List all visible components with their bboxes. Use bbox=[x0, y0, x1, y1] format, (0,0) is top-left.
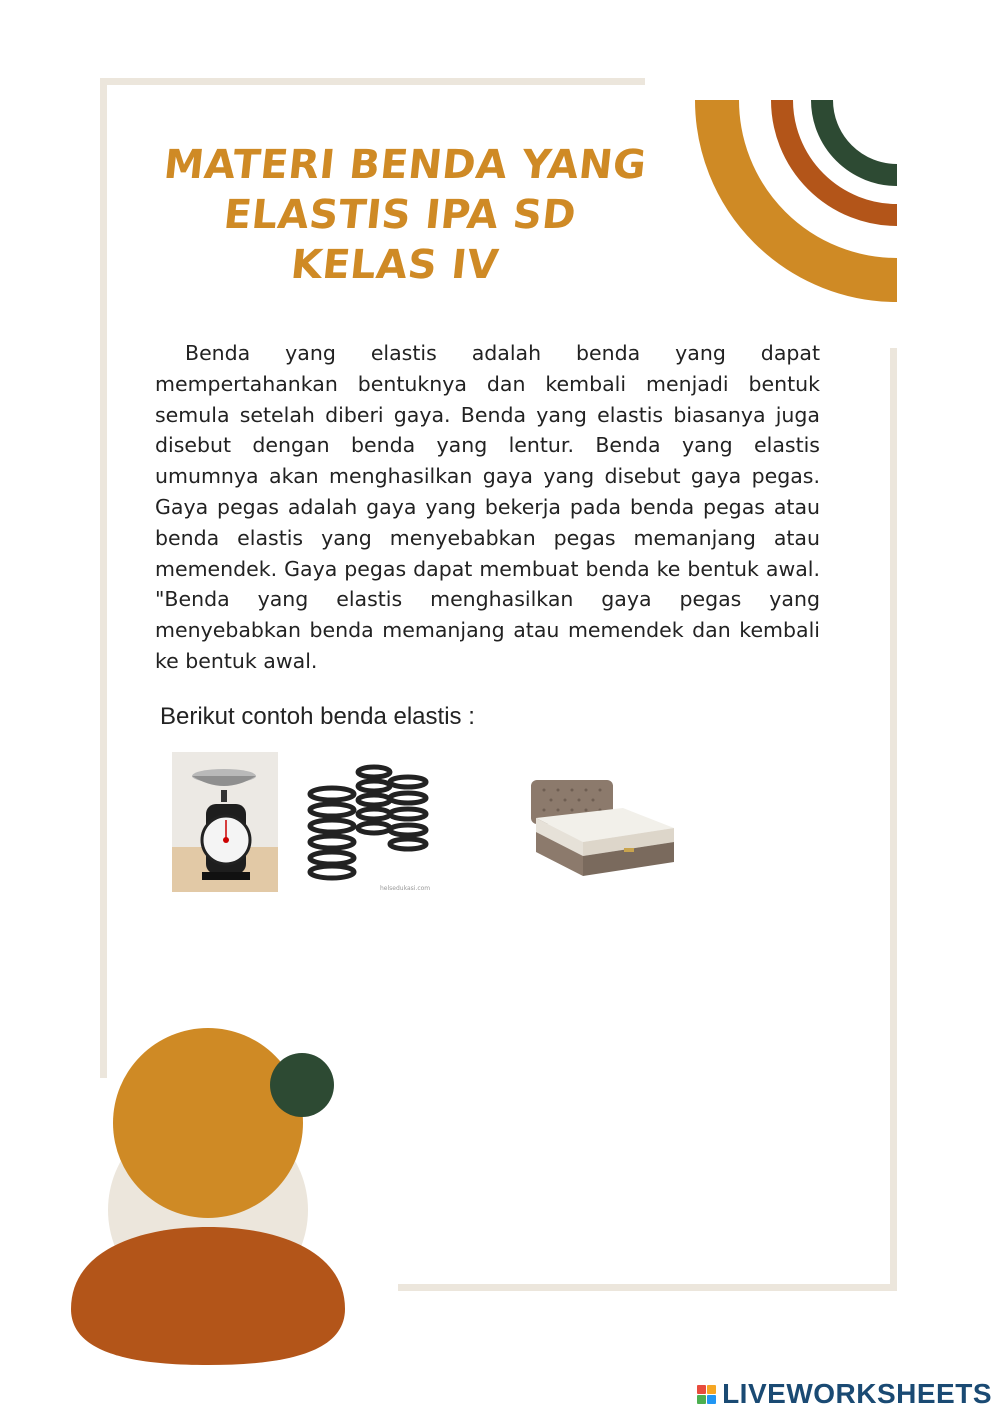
page-title bbox=[142, 140, 658, 290]
frame-right-line bbox=[890, 348, 897, 1290]
circles-decoration bbox=[68, 1025, 368, 1370]
examples-label: Berikut contoh benda elastis : bbox=[160, 703, 475, 730]
liveworksheets-logo bbox=[697, 1378, 992, 1410]
frame-top-line bbox=[100, 78, 645, 85]
frame-left-line bbox=[100, 78, 107, 1078]
brand-text: LIVEWORKSHEETS bbox=[722, 1378, 992, 1409]
springs-image bbox=[302, 762, 442, 897]
mattress-image bbox=[528, 778, 678, 890]
frame-bottom-line bbox=[398, 1284, 897, 1291]
arc-decoration bbox=[680, 95, 900, 330]
title-line-2: ELASTIS IPA SD KELAS IV bbox=[221, 192, 579, 288]
title-line-1: MATERI BENDA YANG bbox=[161, 142, 649, 188]
logo-grid-icon bbox=[697, 1385, 716, 1404]
springs-caption: helsedukasi.com bbox=[380, 885, 431, 892]
body-paragraph: Benda yang elastis adalah benda yang dapat mempertahankan bentuknya dan kembali menjadi bentuk semula setelah diberi gaya. Benda yang elastis biasanya juga disebut dengan benda yang lentur. Benda yang elastis umumnya akan menghasilkan gaya yang disebut gaya pegas. Gaya pegas adalah gaya yang bekerja pada benda pegas atau benda elastis yang menyebabkan pegas memanjang atau memendek. Gaya pegas dapat membuat benda ke bentuk awal. "Benda yang elastis menghasilkan gaya pegas yang menyebabkan benda memanjang atau memendek dan kembali ke bentuk awal. bbox=[155, 341, 820, 673]
scale-image bbox=[172, 752, 278, 892]
